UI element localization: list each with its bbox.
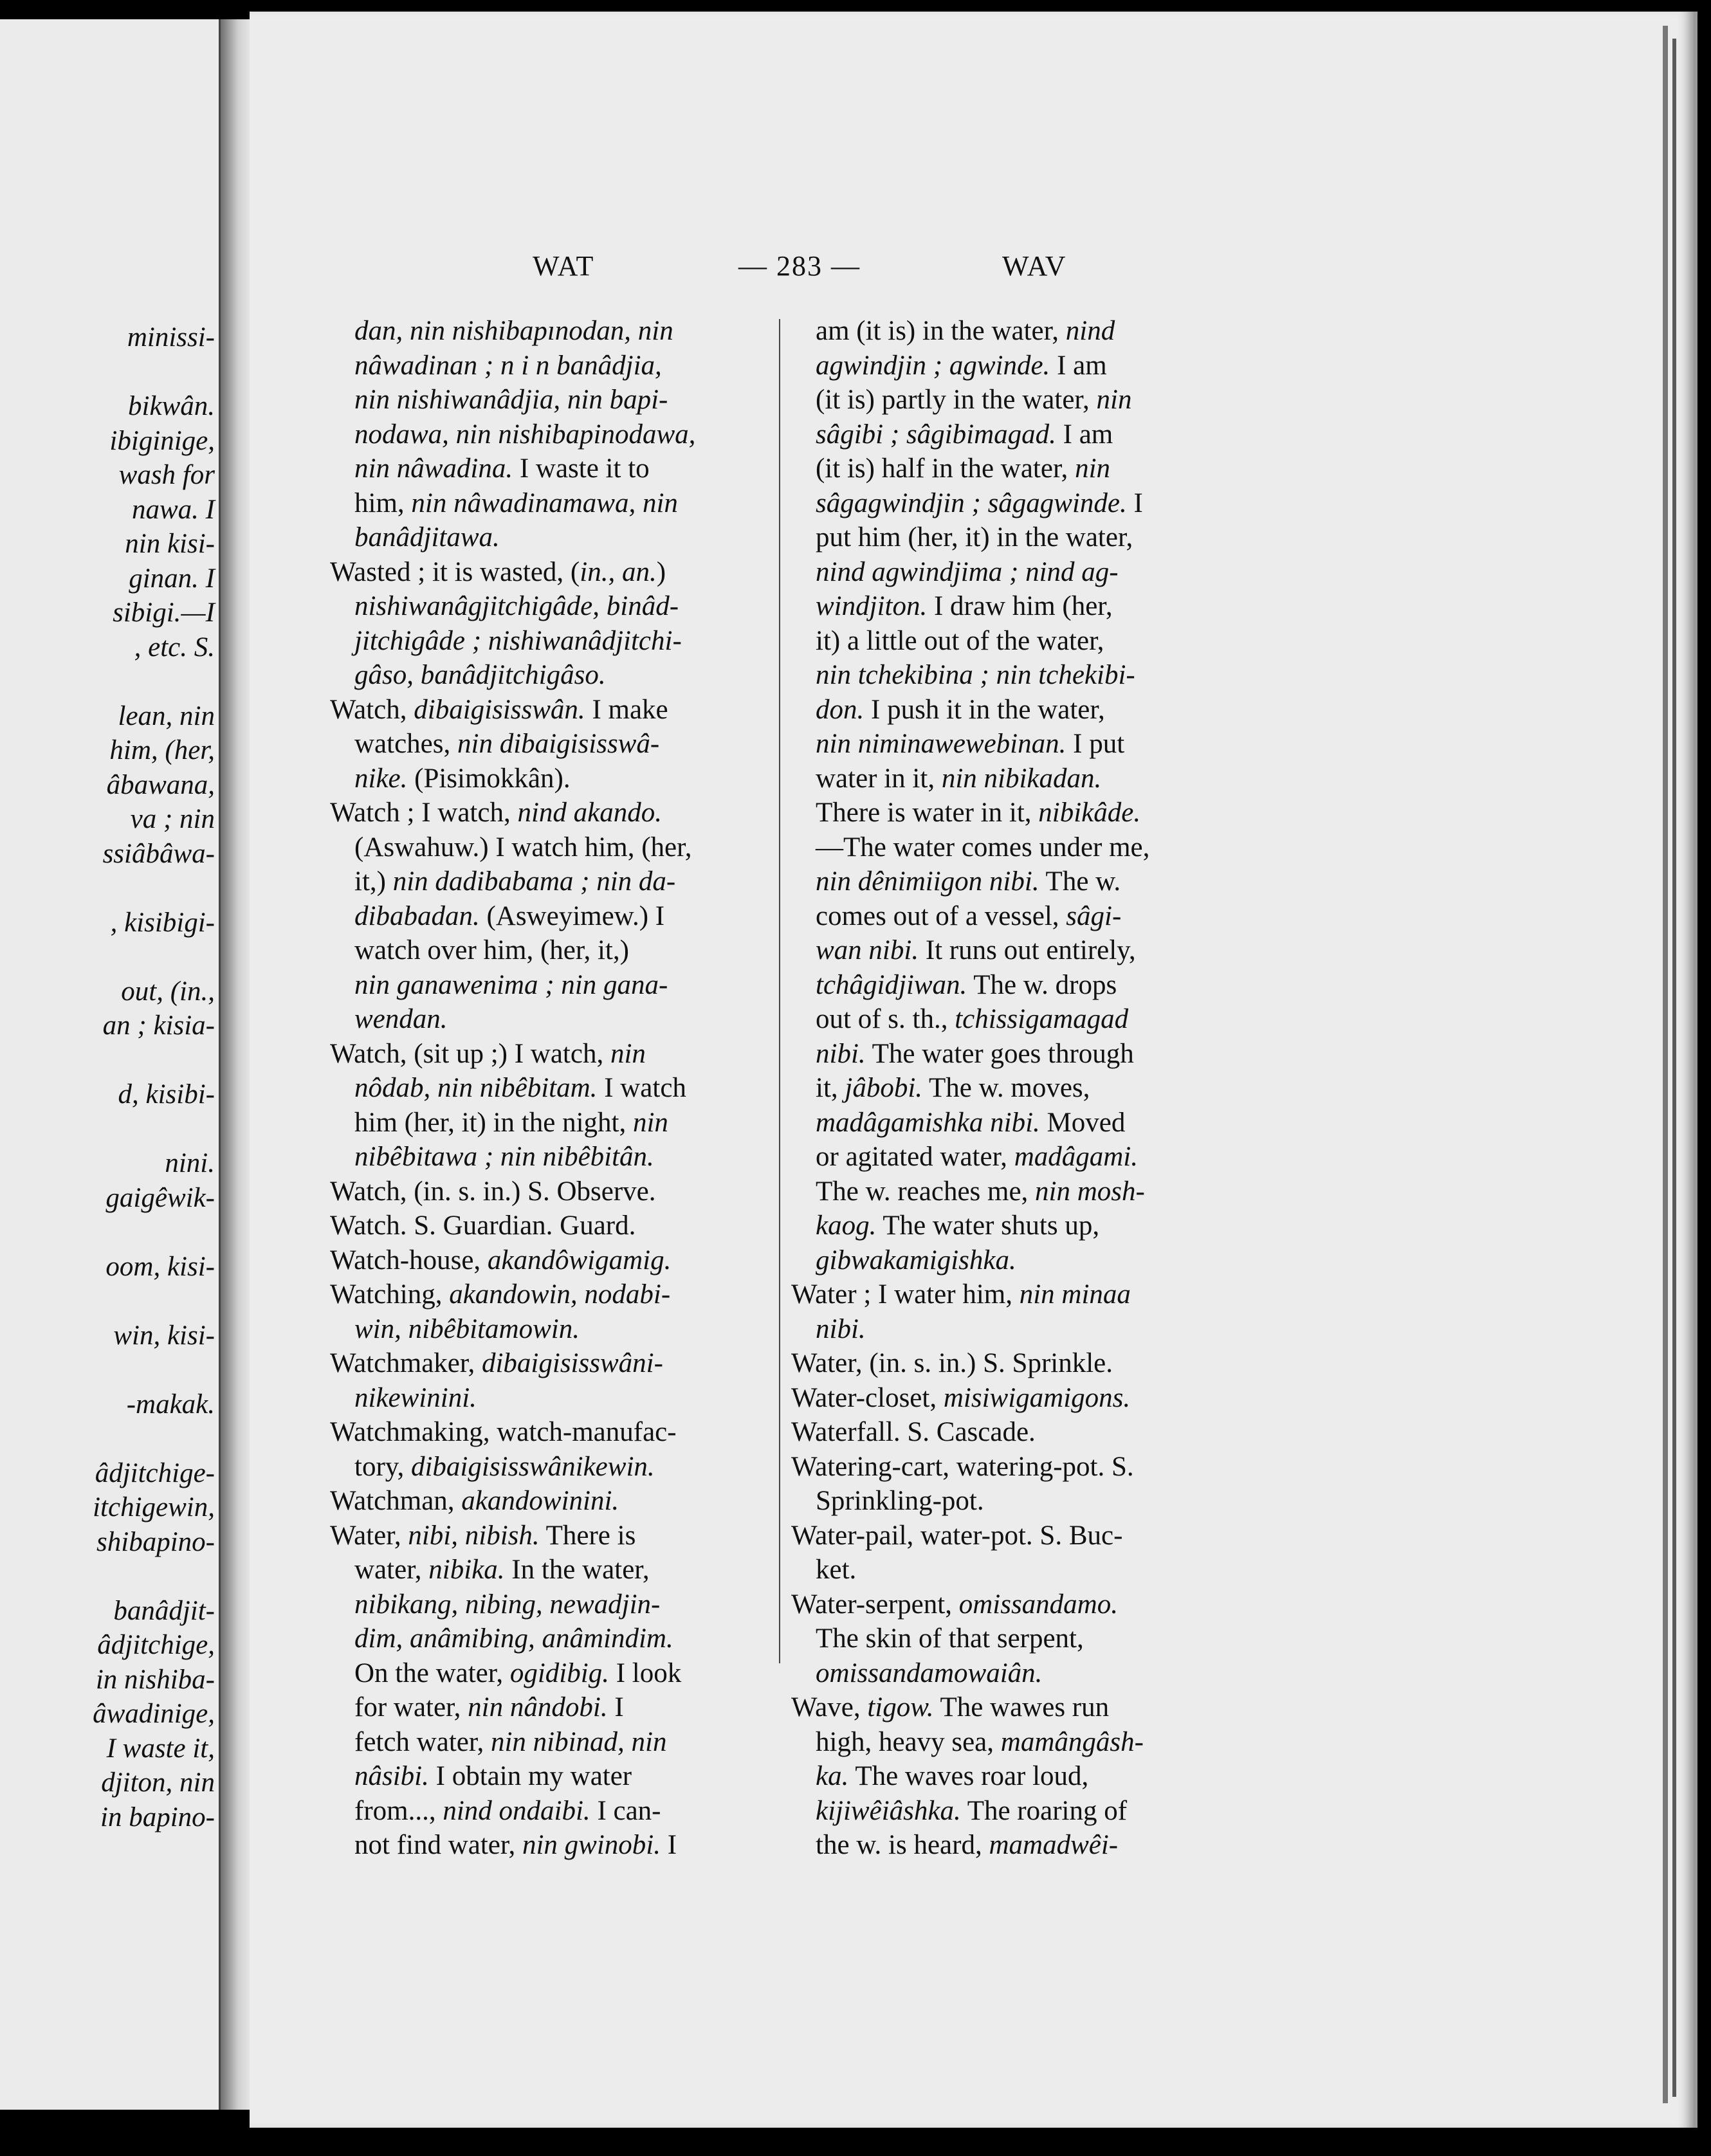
left-page-fragment: , kisibigi- <box>110 907 215 938</box>
left-page-fragment: âwadinige, <box>93 1699 215 1729</box>
dictionary-line: Wave, tigow. The wawes run <box>791 1692 1110 1722</box>
left-page-fragment: nini. <box>165 1148 215 1178</box>
dictionary-line: Watching, akandowin, nodabi- <box>330 1279 671 1310</box>
dictionary-line: him (her, it) in the night, nin <box>354 1107 668 1138</box>
dictionary-line: comes out of a vessel, sâgi- <box>816 900 1122 931</box>
left-page-fragment: âdjitchige- <box>95 1457 215 1488</box>
dictionary-line: Watch, (in. s. in.) S. Observe. <box>330 1176 656 1207</box>
dictionary-line: windjiton. I draw him (her, <box>816 591 1113 621</box>
left-page-fragment: va ; nin <box>130 804 215 834</box>
dictionary-line: nôdab, nin nibêbitam. I watch <box>354 1073 686 1103</box>
running-head-right: WAV <box>1002 250 1067 282</box>
left-page-fragment: win, kisi- <box>113 1320 215 1351</box>
left-page-fragment: itchigewin, <box>93 1492 215 1522</box>
dictionary-line: wan nibi. It runs out entirely, <box>816 935 1136 965</box>
dictionary-line: omissandamowaiân. <box>816 1658 1043 1688</box>
dictionary-line: Sprinkling-pot. <box>816 1486 984 1516</box>
dictionary-line: nin ganawenima ; nin gana- <box>354 969 668 1000</box>
dictionary-line: There is water in it, nibikâde. <box>816 798 1141 828</box>
left-page-fragment: shibapino- <box>96 1526 215 1557</box>
dictionary-line: nibi. The water goes through <box>816 1038 1134 1069</box>
dictionary-line: don. I push it in the water, <box>816 694 1105 725</box>
dictionary-line: Watch. S. Guardian. Guard. <box>330 1210 636 1241</box>
dictionary-line: kijiwêiâshka. The roaring of <box>816 1795 1128 1826</box>
dictionary-line: —The water comes under me, <box>816 832 1150 863</box>
dictionary-line: The skin of that serpent, <box>816 1623 1084 1654</box>
left-page-fragment: djiton, nin <box>101 1768 215 1798</box>
dictionary-line: (Aswahuw.) I watch him, (her, <box>354 832 692 863</box>
dictionary-line: ket. <box>816 1555 857 1585</box>
dictionary-line: nin nishiwanâdjia, nin bapi- <box>354 385 668 415</box>
dictionary-line: madâgamishka nibi. Moved <box>816 1107 1126 1138</box>
dictionary-line: nâwadinan ; n i n banâdjia, <box>354 350 662 381</box>
left-page-fragment: in nishiba- <box>95 1664 215 1695</box>
dictionary-line: Watch-house, akandôwigamig. <box>330 1245 672 1275</box>
dictionary-line: it, jâbobi. The w. moves, <box>816 1073 1090 1103</box>
left-page-fragment: âdjitchige, <box>97 1630 215 1660</box>
left-page-fragment: him, (her, <box>109 735 215 765</box>
dictionary-line: ka. The waves roar loud, <box>816 1761 1089 1791</box>
dictionary-line: Watchmaking, watch-manufac- <box>330 1417 677 1447</box>
dictionary-line: him, nin nâwadinamawa, nin <box>354 488 678 518</box>
dictionary-line: (it is) partly in the water, nin <box>816 385 1132 415</box>
page-number: — 283 — <box>738 250 861 282</box>
dictionary-line: watch over him, (her, it,) <box>354 935 629 965</box>
dictionary-line: nâsibi. I obtain my water <box>354 1761 632 1791</box>
dictionary-line: tchâgidjiwan. The w. drops <box>816 969 1117 1000</box>
left-page-fragment: lean, nin <box>118 700 215 731</box>
left-facing-page <box>0 19 221 2110</box>
dictionary-line: Water-serpent, omissandamo. <box>791 1589 1118 1620</box>
dictionary-line: dibabadan. (Asweyimew.) I <box>354 900 665 931</box>
dictionary-line: not find water, nin gwinobi. I <box>354 1830 677 1860</box>
left-page-fragment: -makak. <box>126 1389 215 1420</box>
dictionary-line: agwindjin ; agwinde. I am <box>816 350 1107 381</box>
left-page-fragment: ibiginige, <box>109 425 215 456</box>
left-page-fragment: oom, kisi- <box>105 1251 215 1282</box>
dictionary-line: it,) nin dadibabama ; nin da- <box>354 866 676 897</box>
running-head-left: WAT <box>533 250 595 282</box>
dictionary-line: nin tchekibina ; nin tchekibi- <box>816 660 1135 690</box>
dictionary-line: nin nâwadina. I waste it to <box>354 453 650 484</box>
dictionary-line: for water, nin nândobi. I <box>354 1692 624 1722</box>
dictionary-line: watches, nin dibaigisisswâ- <box>354 729 660 759</box>
dictionary-line: sâgagwindjin ; sâgagwinde. I <box>816 488 1143 518</box>
dictionary-line: Watchman, akandowinini. <box>330 1486 619 1516</box>
dictionary-line: wendan. <box>354 1004 448 1034</box>
left-page-fragment: d, kisibi- <box>118 1079 215 1110</box>
left-page-fragment: sibigi.—I <box>113 598 215 628</box>
left-page-fragment: minissi- <box>127 322 215 352</box>
dictionary-line: Waterfall. S. Cascade. <box>791 1417 1036 1447</box>
dictionary-line: On the water, ogidibig. I look <box>354 1658 682 1688</box>
dictionary-line: nind agwindjima ; nind ag- <box>816 556 1119 587</box>
dictionary-line: high, heavy sea, mamângâsh- <box>816 1726 1144 1757</box>
dictionary-column-right <box>791 314 1241 1863</box>
dictionary-line: from..., nind ondaibi. I can- <box>354 1795 661 1826</box>
dictionary-line: it) a little out of the water, <box>816 625 1104 656</box>
dictionary-line: tory, dibaigisisswânikewin. <box>354 1451 655 1482</box>
dictionary-line: gibwakamigishka. <box>816 1245 1016 1275</box>
dictionary-line: out of s. th., tchissigamagad <box>816 1004 1129 1034</box>
left-page-fragment: nawa. I <box>132 494 215 525</box>
dictionary-line: am (it is) in the water, nind <box>816 316 1115 346</box>
dictionary-line: or agitated water, madâgami. <box>816 1142 1138 1172</box>
left-page-fragment: âbawana, <box>106 769 215 800</box>
dictionary-line: fetch water, nin nibinad, nin <box>354 1726 667 1757</box>
book-gutter <box>221 19 250 2110</box>
left-page-fragment: ssiâbâwa- <box>102 838 215 869</box>
main-page <box>250 12 1697 2128</box>
left-page-fragment: an ; kisia- <box>102 1010 215 1041</box>
dictionary-line: water, nibika. In the water, <box>354 1555 650 1585</box>
dictionary-line: Water, nibi, nibish. There is <box>330 1520 636 1551</box>
dictionary-line: jitchigâde ; nishiwanâdjitchi- <box>354 625 682 656</box>
dictionary-line: (it is) half in the water, nin <box>816 453 1111 484</box>
left-page-fragment: bikwân. <box>128 391 215 421</box>
dictionary-line: Water-pail, water-pot. S. Buc- <box>791 1520 1123 1551</box>
dictionary-line: nin dênimiigon nibi. The w. <box>816 866 1121 897</box>
dictionary-line: Watchmaker, dibaigisisswâni- <box>330 1348 663 1378</box>
running-head <box>250 250 1694 288</box>
dictionary-line: nibi. <box>816 1313 866 1344</box>
dictionary-line: Wasted ; it is wasted, (in., an.) <box>330 556 666 587</box>
dictionary-line: nibêbitawa ; nin nibêbitân. <box>354 1142 654 1172</box>
dictionary-line: nike. (Pisimokkân). <box>354 763 571 794</box>
left-page-fragment: out, (in., <box>121 976 215 1007</box>
dictionary-line: Water-closet, misiwigamigons. <box>791 1382 1131 1413</box>
dictionary-line: dim, anâmibing, anâmindim. <box>354 1623 673 1654</box>
left-page-fragment: gaigêwik- <box>105 1182 215 1213</box>
column-divider <box>779 319 780 1663</box>
dictionary-line: nibikang, nibing, newadjin- <box>354 1589 661 1620</box>
left-page-fragment: I waste it, <box>106 1733 215 1764</box>
dictionary-line: nikewinini. <box>354 1382 477 1413</box>
left-page-fragment: nin kisi- <box>125 529 215 559</box>
dictionary-line: Watering-cart, watering-pot. S. <box>791 1451 1134 1482</box>
dictionary-line: put him (her, it) in the water, <box>816 522 1133 553</box>
dictionary-line: win, nibêbitamowin. <box>354 1313 580 1344</box>
page-edge <box>1672 39 1676 2097</box>
left-page-fragment: in bapino- <box>100 1802 215 1832</box>
left-page-fragment: ginan. I <box>129 563 215 594</box>
dictionary-line: banâdjitawa. <box>354 522 500 553</box>
left-page-fragment: banâdjit- <box>113 1595 215 1626</box>
dictionary-column-left <box>330 314 774 1863</box>
dictionary-line: sâgibi ; sâgibimagad. I am <box>816 419 1113 450</box>
dictionary-line: Water ; I water him, nin minaa <box>791 1279 1131 1310</box>
dictionary-line: nin niminawewebinan. I put <box>816 729 1125 759</box>
left-page-fragment: wash for <box>118 460 215 490</box>
dictionary-line: nodawa, nin nishibapinodawa, <box>354 419 696 450</box>
dictionary-line: Watch, (sit up ;) I watch, nin <box>330 1038 646 1069</box>
dictionary-line: Watch ; I watch, nind akando. <box>330 798 662 828</box>
dictionary-line: the w. is heard, mamadwêi- <box>816 1830 1119 1860</box>
dictionary-line: water in it, nin nibikadan. <box>816 763 1102 794</box>
dictionary-line: kaog. The water shuts up, <box>816 1210 1100 1241</box>
dictionary-line: Water, (in. s. in.) S. Sprinkle. <box>791 1348 1113 1378</box>
left-page-fragment: , etc. S. <box>134 632 215 662</box>
dictionary-line: Watch, dibaigisisswân. I make <box>330 694 668 725</box>
dictionary-line: gâso, banâdjitchigâso. <box>354 660 606 690</box>
dictionary-line: dan, nin nishibapınodan, nin <box>354 316 673 346</box>
dictionary-line: The w. reaches me, nin mosh- <box>816 1176 1145 1207</box>
page-edge <box>1663 26 1668 2103</box>
dictionary-line: nishiwanâgjitchigâde, binâd- <box>354 591 679 621</box>
